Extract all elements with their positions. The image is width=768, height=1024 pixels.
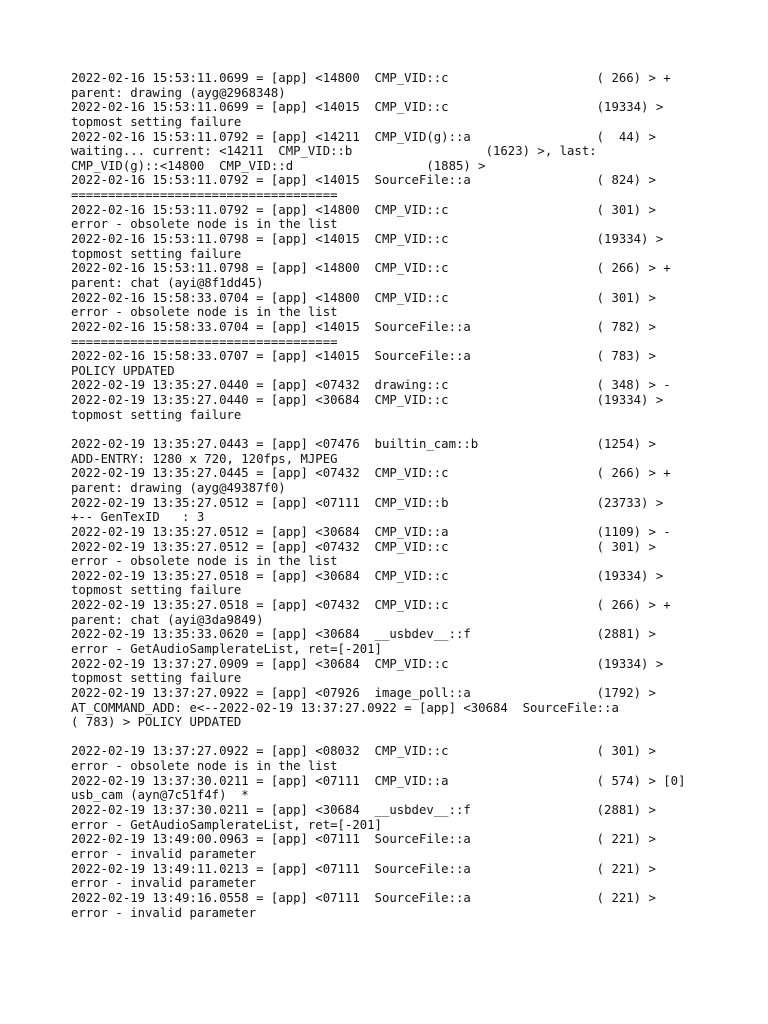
log-line: 2022-02-16 15:58:33.0704 = [app] <14015 SourceFile::a ( 782) >	[71, 319, 656, 334]
log-line: 2022-02-19 13:49:11.0213 = [app] <07111 SourceFile::a ( 221) >	[71, 861, 656, 876]
log-line: ( 783) > POLICY UPDATED	[71, 715, 242, 730]
log-line: error - obsolete node is in the list	[71, 217, 338, 232]
log-line: waiting... current: <14211 CMP_VID::b (1623) >, last:	[71, 144, 597, 159]
log-line: error - GetAudioSamplerateList, ret=[-201]	[71, 817, 382, 832]
log-line: error - invalid parameter	[71, 905, 257, 920]
log-line: 2022-02-19 13:49:00.0963 = [app] <07111 SourceFile::a ( 221) >	[71, 832, 656, 847]
log-line: 2022-02-19 13:35:27.0518 = [app] <07432 CMP_VID::c ( 266) > +	[71, 598, 671, 613]
log-line: parent: chat (ayi@3da9849)	[71, 612, 264, 627]
log-line: 2022-02-19 13:37:27.0922 = [app] <07926 image_poll::a (1792) >	[71, 685, 656, 700]
log-line: topmost setting failure	[71, 114, 242, 129]
log-line: 2022-02-16 15:53:11.0798 = [app] <14015 CMP_VID::c (19334) >	[71, 232, 664, 247]
log-line: topmost setting failure	[71, 246, 242, 261]
log-line: parent: chat (ayi@8f1dd45)	[71, 275, 264, 290]
log-line: 2022-02-19 13:35:33.0620 = [app] <30684 __usbdev__::f (2881) >	[71, 627, 656, 642]
log-line: 2022-02-19 13:35:27.0512 = [app] <07432 CMP_VID::c ( 301) >	[71, 539, 656, 554]
log-line: parent: drawing (ayg@49387f0)	[71, 480, 286, 495]
log-line: 2022-02-16 15:53:11.0699 = [app] <14015 CMP_VID::c (19334) >	[71, 100, 664, 115]
log-line: error - obsolete node is in the list	[71, 305, 338, 320]
log-line: 2022-02-19 13:35:27.0445 = [app] <07432 CMP_VID::c ( 266) > +	[71, 466, 671, 481]
log-line: topmost setting failure	[71, 583, 242, 598]
log-line: 2022-02-19 13:35:27.0512 = [app] <07111 CMP_VID::b (23733) >	[71, 495, 664, 510]
log-line: 2022-02-19 13:37:27.0909 = [app] <30684 CMP_VID::c (19334) >	[71, 656, 664, 671]
log-line: 2022-02-19 13:37:30.0211 = [app] <30684 __usbdev__::f (2881) >	[71, 803, 656, 818]
log-line: error - invalid parameter	[71, 876, 257, 891]
log-line: 2022-02-19 13:35:27.0440 = [app] <30684 CMP_VID::c (19334) >	[71, 393, 664, 408]
log-line: 2022-02-19 13:35:27.0440 = [app] <07432 drawing::c ( 348) > -	[71, 378, 671, 393]
log-line: parent: drawing (ayg@2968348)	[71, 85, 286, 100]
log-document	[71, 71, 751, 920]
log-line	[71, 422, 751, 437]
log-line: POLICY UPDATED	[71, 363, 175, 378]
log-line: 2022-02-16 15:53:11.0798 = [app] <14800 CMP_VID::c ( 266) > +	[71, 261, 671, 276]
log-line: +-- GenTexID : 3	[71, 510, 205, 525]
log-line: error - obsolete node is in the list	[71, 759, 338, 774]
log-line: error - invalid parameter	[71, 846, 257, 861]
log-line: usb_cam (ayn@7c51f4f) *	[71, 788, 249, 803]
log-line: ADD-ENTRY: 1280 x 720, 120fps, MJPEG	[71, 451, 338, 466]
log-line: AT_COMMAND_ADD: e<--2022-02-19 13:37:27.0922 = [app] <30684 SourceFile::a	[71, 700, 619, 715]
log-line	[71, 730, 751, 745]
log-line: 2022-02-16 15:53:11.0792 = [app] <14015 SourceFile::a ( 824) >	[71, 173, 656, 188]
log-line: 2022-02-16 15:53:11.0792 = [app] <14211 CMP_VID(g)::a ( 44) >	[71, 129, 656, 144]
log-line: topmost setting failure	[71, 407, 242, 422]
log-line: 2022-02-16 15:58:33.0707 = [app] <14015 SourceFile::a ( 783) >	[71, 349, 656, 364]
log-line: ====================================	[71, 334, 338, 349]
log-line: 2022-02-19 13:35:27.0518 = [app] <30684 CMP_VID::c (19334) >	[71, 568, 664, 583]
log-line: ====================================	[71, 188, 338, 203]
log-line: 2022-02-19 13:35:27.0443 = [app] <07476 builtin_cam::b (1254) >	[71, 437, 656, 452]
log-line: 2022-02-19 13:37:30.0211 = [app] <07111 CMP_VID::a ( 574) > [0]	[71, 773, 686, 788]
log-line: 2022-02-16 15:58:33.0704 = [app] <14800 CMP_VID::c ( 301) >	[71, 290, 656, 305]
log-line: error - GetAudioSamplerateList, ret=[-201]	[71, 641, 382, 656]
log-line: error - obsolete node is in the list	[71, 554, 338, 569]
log-line: CMP_VID(g)::<14800 CMP_VID::d (1885) >	[71, 158, 486, 173]
log-line: 2022-02-16 15:53:11.0792 = [app] <14800 CMP_VID::c ( 301) >	[71, 202, 656, 217]
log-line: 2022-02-19 13:37:27.0922 = [app] <08032 CMP_VID::c ( 301) >	[71, 744, 656, 759]
log-line: 2022-02-19 13:49:16.0558 = [app] <07111 SourceFile::a ( 221) >	[71, 890, 656, 905]
log-line: 2022-02-16 15:53:11.0699 = [app] <14800 CMP_VID::c ( 266) > +	[71, 71, 671, 85]
log-line: topmost setting failure	[71, 671, 242, 686]
log-line: 2022-02-19 13:35:27.0512 = [app] <30684 CMP_VID::a (1109) > -	[71, 524, 671, 539]
